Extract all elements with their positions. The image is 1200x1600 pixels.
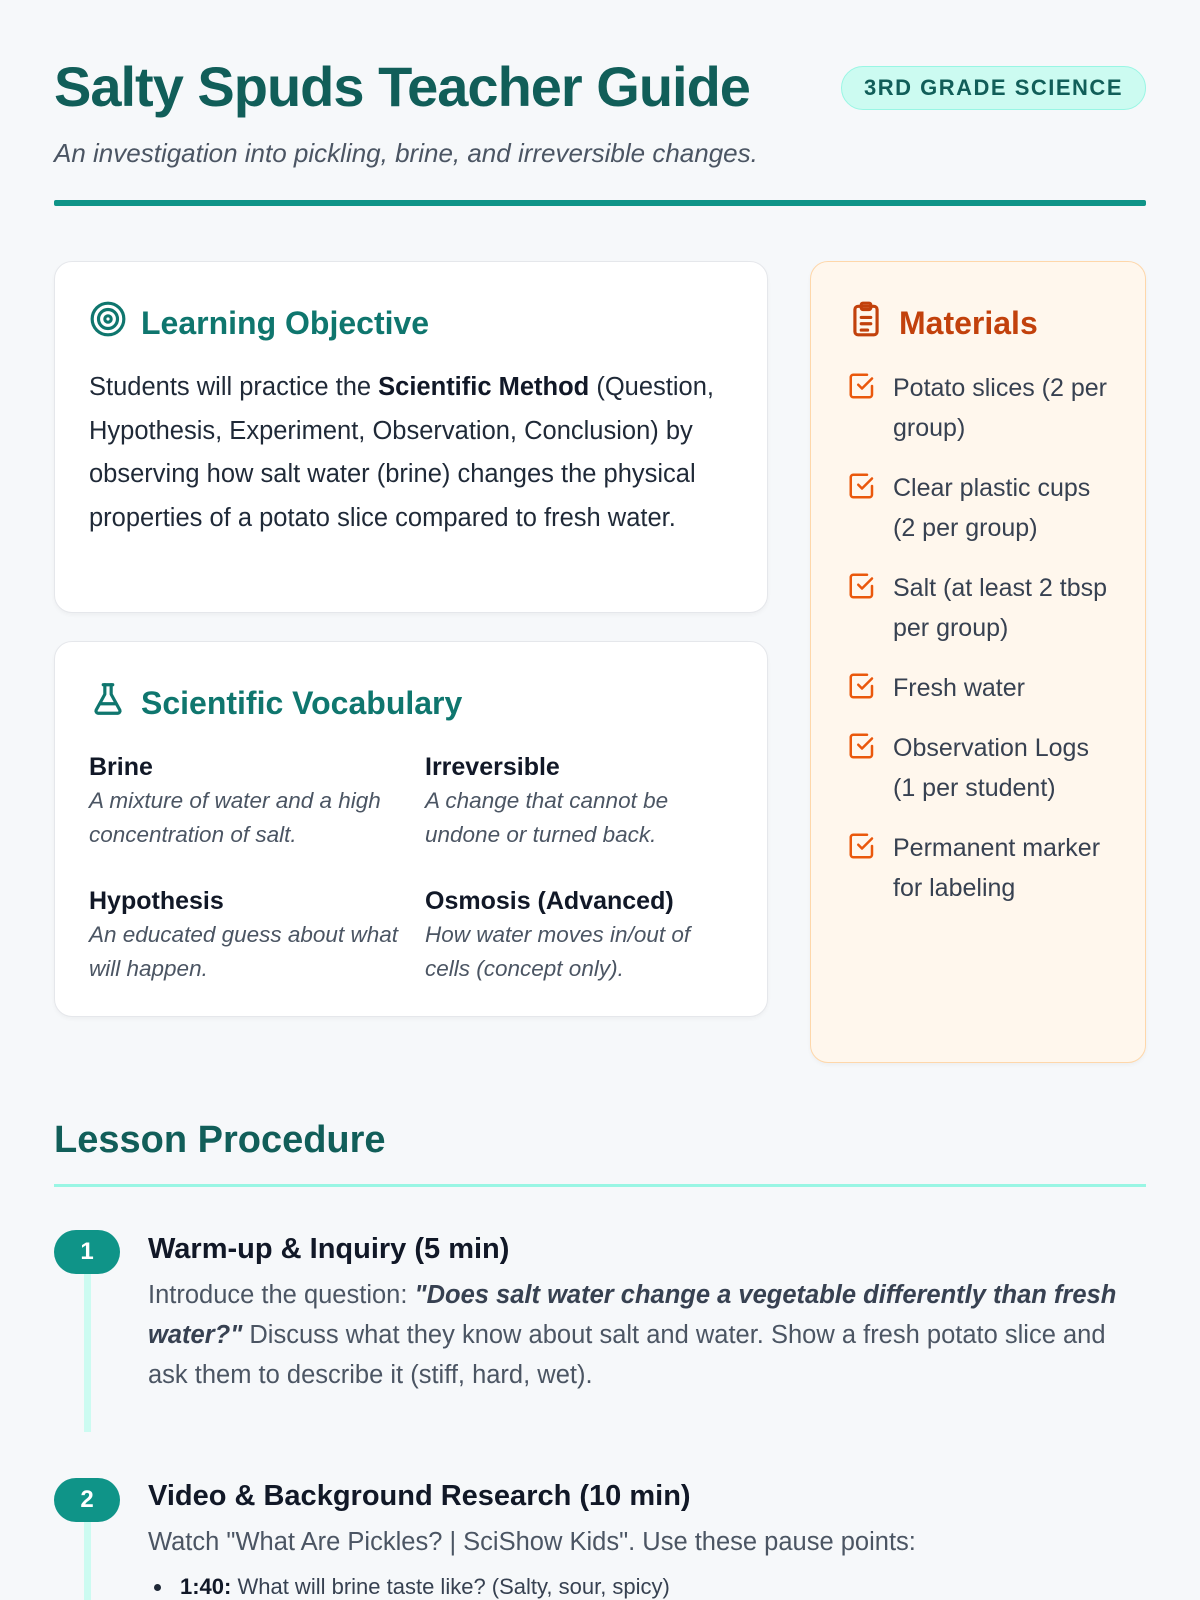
checkbox-checked-icon bbox=[847, 571, 877, 601]
objective-text-bold: Scientific Method bbox=[378, 373, 590, 401]
material-item bbox=[847, 728, 1117, 808]
checkbox-checked-icon bbox=[847, 831, 877, 861]
flask-icon bbox=[89, 680, 127, 726]
step-number-badge: 1 bbox=[54, 1230, 120, 1274]
material-item bbox=[847, 568, 1117, 648]
procedure-title: Lesson Procedure bbox=[54, 1119, 386, 1161]
objective-text-start: Students will practice the bbox=[89, 373, 379, 401]
vocabulary-grid bbox=[89, 750, 739, 986]
material-item bbox=[847, 468, 1117, 548]
checkbox-checked-icon bbox=[847, 471, 877, 501]
header bbox=[54, 50, 1146, 210]
step-number-badge: 2 bbox=[54, 1478, 120, 1522]
material-label: Clear plastic cups (2 per group) bbox=[893, 474, 1091, 542]
material-item bbox=[847, 368, 1117, 448]
vocabulary-card bbox=[54, 641, 768, 1017]
material-item bbox=[847, 828, 1117, 908]
pause-point bbox=[154, 1572, 1146, 1600]
vocab-definition: A mixture of water and a high concentration of salt. bbox=[89, 788, 381, 847]
learning-objective-title: Learning Objective bbox=[141, 304, 430, 341]
vocab-item bbox=[89, 750, 425, 852]
vocab-item bbox=[89, 884, 425, 986]
vocab-item bbox=[425, 750, 735, 852]
page-title: Salty Spuds Teacher Guide bbox=[54, 55, 750, 118]
vocab-term: Osmosis (Advanced) bbox=[425, 887, 674, 915]
vocabulary-title: Scientific Vocabulary bbox=[141, 684, 463, 721]
step-text-start: Introduce the question: bbox=[148, 1281, 415, 1309]
step-description bbox=[148, 1275, 1146, 1395]
target-icon bbox=[89, 300, 127, 346]
vocabulary-heading bbox=[89, 680, 462, 726]
materials-card bbox=[810, 261, 1146, 1063]
objective-text-end: (Question, Hypothesis, Experiment, Observation, Conclusion) by observing how salt water (brine) changes the physical properties of a potato slice compared to fresh water. bbox=[89, 373, 714, 532]
learning-objective-text bbox=[89, 366, 733, 540]
material-label: Fresh water bbox=[893, 674, 1025, 702]
checkbox-checked-icon bbox=[847, 371, 877, 401]
learning-objective-heading bbox=[89, 300, 429, 346]
step-title: Video & Background Research (10 min) bbox=[148, 1480, 691, 1512]
material-label: Permanent marker for labeling bbox=[893, 834, 1101, 902]
vocab-definition: How water moves in/out of cells (concept only). bbox=[425, 922, 691, 981]
pause-text: What will brine taste like? (Salty, sour, spicy) bbox=[231, 1574, 670, 1599]
pause-time: 1:40: bbox=[180, 1574, 232, 1599]
pause-points-list bbox=[154, 1572, 1146, 1600]
step-question: "Does salt water change a vegetable differently than fresh water?" bbox=[148, 1281, 1117, 1349]
checkbox-checked-icon bbox=[847, 671, 877, 701]
step-text-end: Discuss what they know about salt and water. Show a fresh potato slice and ask them to describe it (stiff, hard, wet). bbox=[148, 1321, 1106, 1389]
material-label: Potato slices (2 per group) bbox=[893, 374, 1107, 442]
materials-title: Materials bbox=[899, 304, 1038, 341]
procedure-divider bbox=[54, 1184, 1146, 1187]
step-title: Warm-up & Inquiry (5 min) bbox=[148, 1233, 510, 1265]
material-item bbox=[847, 668, 1117, 708]
vocab-term: Irreversible bbox=[425, 753, 560, 781]
step-description: Watch "What Are Pickles? | SciShow Kids". Use these pause points: bbox=[148, 1528, 916, 1556]
material-label: Salt (at least 2 tbsp per group) bbox=[893, 574, 1108, 642]
vocab-item bbox=[425, 884, 735, 986]
vocab-term: Hypothesis bbox=[89, 887, 224, 915]
materials-list bbox=[847, 368, 1117, 928]
checkbox-checked-icon bbox=[847, 731, 877, 761]
page-subtitle: An investigation into pickling, brine, and irreversible changes. bbox=[54, 138, 758, 168]
learning-objective-card bbox=[54, 261, 768, 613]
material-label: Observation Logs (1 per student) bbox=[893, 734, 1089, 802]
clipboard-icon bbox=[847, 300, 885, 346]
header-divider bbox=[54, 200, 1146, 206]
vocab-term: Brine bbox=[89, 753, 153, 781]
vocab-definition: A change that cannot be undone or turned back. bbox=[425, 788, 669, 847]
vocab-definition: An educated guess about what will happen. bbox=[89, 922, 398, 981]
materials-heading bbox=[847, 300, 1038, 346]
grade-badge: 3RD GRADE SCIENCE bbox=[841, 66, 1146, 110]
